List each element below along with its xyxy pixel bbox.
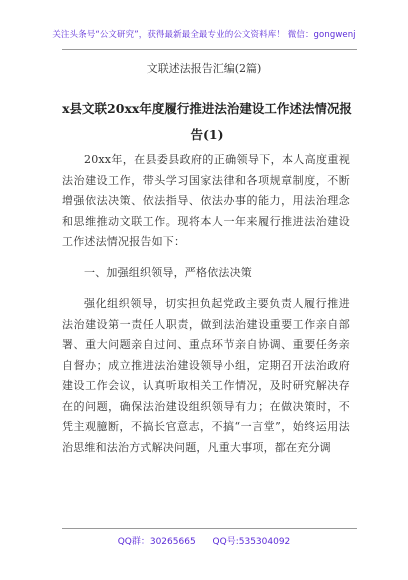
header-divider	[62, 49, 357, 50]
promo-banner: 关注头条号“公文研究”，获得最新最全最专业的公文资料库！ 微信：gongwenj	[52, 30, 356, 40]
intro-paragraph: 20xx年，在县委县政府的正确领导下，本人高度重视法治建设工作，带头学习国家法律和各项规章制度，不断增强依法决策、依法指导、依法办事的能力，用法治理念和思维推动文联工作。现将本人一年来履行推进法治建设工作述法情况报告如下：	[62, 153, 350, 248]
qq-group-label: QQ群：30265665	[117, 537, 196, 547]
report-title: x县文联20xx年度履行推进法治建设工作述法情况报告(1)	[62, 101, 352, 142]
collection-title: 文联述法报告汇编(2篇)	[146, 62, 262, 75]
section-heading: 一、加强组织领导，严格依法决策	[84, 265, 252, 279]
footer	[0, 534, 408, 547]
footer-divider	[62, 528, 357, 529]
qq-number-label: QQ号:535304092	[212, 537, 291, 547]
document-body	[62, 150, 350, 458]
section-paragraph: 强化组织领导，切实担负起党政主要负责人履行推进法治建设第一责任人职责，做到法治建设重要工作亲自部署、重大问题亲自过问、重点环节亲自协调、重要任务亲自督办；成立推进法治建设领导小组，定期召开法治政府建设工作会议，认真听取相关工作情况，及时研究解决存在的问题，确保法治建设组织领导有力；在做决策时，不凭主观臆断，不搞长官意志，不搞“一言堂”，始终运用法治思维和法治方式解决问题，凡重大事项，都在充分调	[62, 297, 350, 454]
